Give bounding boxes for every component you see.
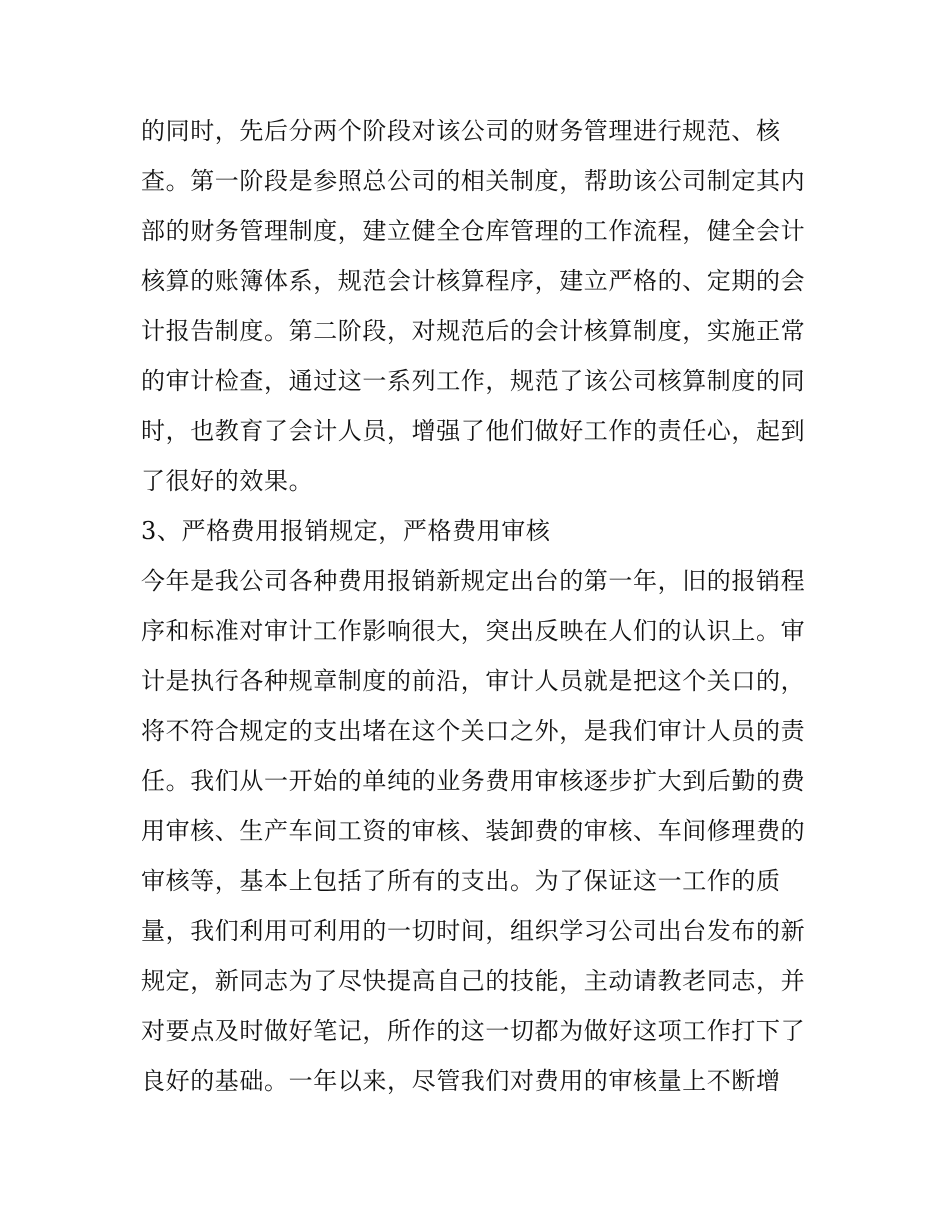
section-heading: 3、严格费用报销规定，严格费用审核	[141, 517, 551, 545]
text-line: 审核等，基本上包括了所有的支出。为了保证这一工作的质	[141, 867, 781, 895]
text-line: 对要点及时做好笔记，所作的这一切都为做好这项工作打下了	[141, 1017, 806, 1045]
text-line: 的审计检查，通过这一系列工作，规范了该公司核算制度的同	[141, 367, 806, 395]
text-line: 规定，新同志为了尽快提高自己的技能，主动请教老同志，并	[141, 967, 806, 995]
text-line: 任。我们从一开始的单纯的业务费用审核逐步扩大到后勤的费	[141, 767, 806, 795]
text-line: 今年是我公司各种费用报销新规定出台的第一年，旧的报销程	[141, 567, 806, 595]
text-line: 量，我们利用可利用的一切时间，组织学习公司出台发布的新	[141, 917, 806, 945]
text-line: 计报告制度。第二阶段，对规范后的会计核算制度，实施正常	[141, 317, 806, 345]
text-line: 时，也教育了会计人员，增强了他们做好工作的责任心，起到	[141, 417, 806, 445]
text-line: 的同时，先后分两个阶段对该公司的财务管理进行规范、核	[141, 117, 781, 145]
text-line: 查。第一阶段是参照总公司的相关制度，帮助该公司制定其内	[141, 167, 806, 195]
text-line: 用审核、生产车间工资的审核、装卸费的审核、车间修理费的	[141, 817, 806, 845]
text-line: 将不符合规定的支出堵在这个关口之外，是我们审计人员的责	[141, 717, 806, 745]
text-line: 了很好的效果。	[141, 467, 314, 495]
text-line: 核算的账簿体系，规范会计核算程序，建立严格的、定期的会	[141, 267, 806, 295]
text-line: 计是执行各种规章制度的前沿，审计人员就是把这个关口的，	[141, 667, 806, 695]
text-line: 良好的基础。一年以来，尽管我们对费用的审核量上不断增	[141, 1067, 781, 1095]
text-line: 部的财务管理制度，建立健全仓库管理的工作流程，健全会计	[141, 217, 806, 245]
document-body	[141, 106, 813, 1106]
text-line: 序和标准对审计工作影响很大，突出反映在人们的认识上。审	[141, 617, 806, 645]
